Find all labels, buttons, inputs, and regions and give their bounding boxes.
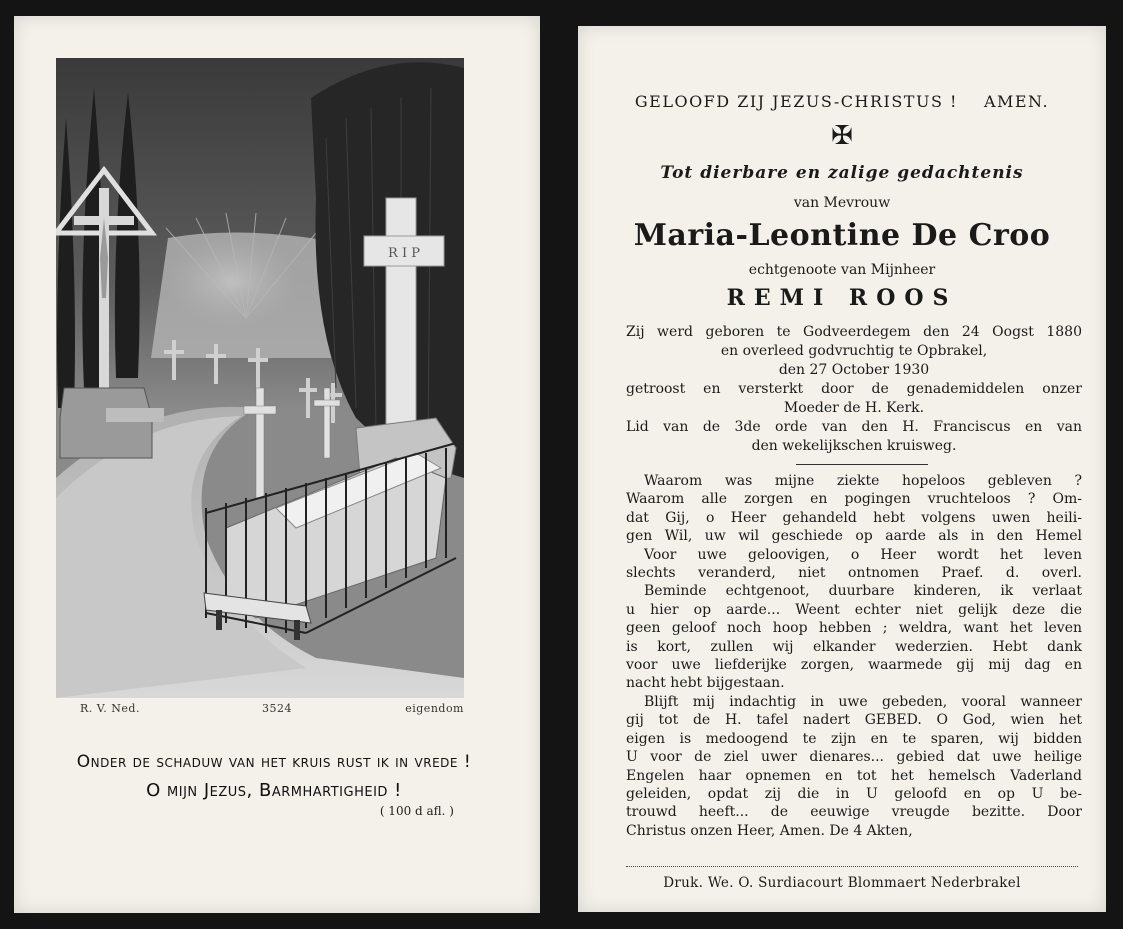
prayer-line: Beminde echtgenoot, duurbare kinderen, ik verlaat	[644, 583, 1082, 600]
printer-imprint: Druk. We. O. Surdiacourt Blommaert Nederbrakel	[663, 875, 1021, 891]
prayer-line: Blijft mij indachtig in uwe gebeden, vooral wanneer	[644, 693, 1082, 710]
prayer-line: gij tot de H. tafel nadert GEBED. O God, wien het	[626, 712, 1082, 729]
prayer-line: dat Gij, o Heer gehandeld hebt volgens uwen heili-	[626, 509, 1082, 526]
prayer-line: Engelen haar opnemen en tot het hemelsch Vaderland	[626, 767, 1082, 784]
bio-line: Moeder de H. Kerk.	[783, 400, 925, 416]
svg-text:R I P: R I P	[388, 246, 420, 261]
prayer-line: Waarom was mijne ziekte hopeloos gebleven ?	[644, 473, 1082, 489]
prayer-line: geleiden, opdat zij die in U geloofd en op U be-	[626, 785, 1082, 802]
indulgence-note: ( 100 d afl. )	[379, 804, 454, 818]
card-number: 3524	[262, 702, 292, 715]
prayer-line: Christus onzen Heer, Amen. De 4 Akten,	[626, 822, 913, 839]
prayer-line: eigen is medoogend te zijn en te sparen, wij bidden	[626, 730, 1082, 747]
memorial-heading: Tot dierbare en zalige gedachtenis	[660, 163, 1024, 183]
prayer-line: gen Wil, uw wil geschiede op aarde als in den Hemel	[626, 528, 1082, 545]
bio-line: en overleed godvruchtig te Opbrakel,	[720, 343, 988, 359]
prayer-line: nacht hebt bijgestaan.	[626, 675, 785, 692]
bio-line: getroost en versterkt door de genademiddelen onzer	[626, 381, 1082, 397]
prayer-line: Waarom alle zorgen en pogingen vruchteloos ? Om-	[626, 491, 1082, 508]
maltese-cross-icon: ✠	[831, 121, 853, 151]
cemetery-scene-image	[56, 58, 464, 698]
divider	[796, 464, 928, 465]
prayer-text	[626, 472, 1082, 840]
prayer-line: is kort, zullen wij elkander wederzien. Hebt dank	[626, 638, 1082, 655]
prayer-line: u hier op aarde... Weent echter niet gelijk deze die	[626, 601, 1082, 618]
motto-line-2: O mijn Jezus, Barmhartigheid !	[146, 780, 402, 801]
prayer-line: U voor de ziel uwer dienares... gebied dat uwe heilige	[626, 749, 1082, 766]
prayer-line: slechts veranderd, niet ontnomen Praef. d. overl.	[626, 565, 1082, 582]
memorial-card-front	[14, 16, 540, 913]
header-text: GELOOFD ZIJ JEZUS-CHRISTUS !	[634, 92, 958, 111]
spouse-intro: echtgenoote van Mijnheer	[748, 262, 936, 278]
dotted-divider	[626, 866, 1078, 867]
prayer-line: geen geloof noch hoop hebben ; weldra, want het leven	[626, 620, 1082, 637]
prayer-line: trouwd heeft... de eeuwige vreugde bezitte. Door	[626, 804, 1082, 821]
bio-line: Zij werd geboren te Godveerdegem den 24 Oogst 1880	[626, 324, 1082, 340]
cemetery-illustration	[56, 58, 464, 698]
header-amen: AMEN.	[983, 92, 1050, 111]
header-invocation	[578, 92, 1106, 111]
spouse-name: REMI ROOS	[726, 285, 958, 311]
prayer-line: voor uwe liefderijke zorgen, waarmede gij mij dag en	[626, 657, 1082, 674]
memorial-card-text	[578, 26, 1106, 912]
bio-line: den wekelijkschen kruisweg.	[751, 438, 957, 454]
motto-line-1: Onder de schaduw van het kruis rust ik in vrede !	[76, 752, 472, 772]
prayer-line: Voor uwe geloovigen, o Heer wordt het leven	[644, 546, 1082, 563]
van-mevrouw: van Mevrouw	[793, 195, 891, 211]
deceased-name: Maria-Leontine De Croo	[633, 218, 1051, 253]
rights-mark: eigendom	[405, 702, 464, 715]
biography	[626, 323, 1082, 456]
publisher-mark: R. V. Ned.	[80, 702, 140, 715]
bio-line: Lid van de 3de orde van den H. Franciscus en van	[626, 419, 1082, 435]
bio-line: den 27 October 1930	[778, 362, 930, 378]
